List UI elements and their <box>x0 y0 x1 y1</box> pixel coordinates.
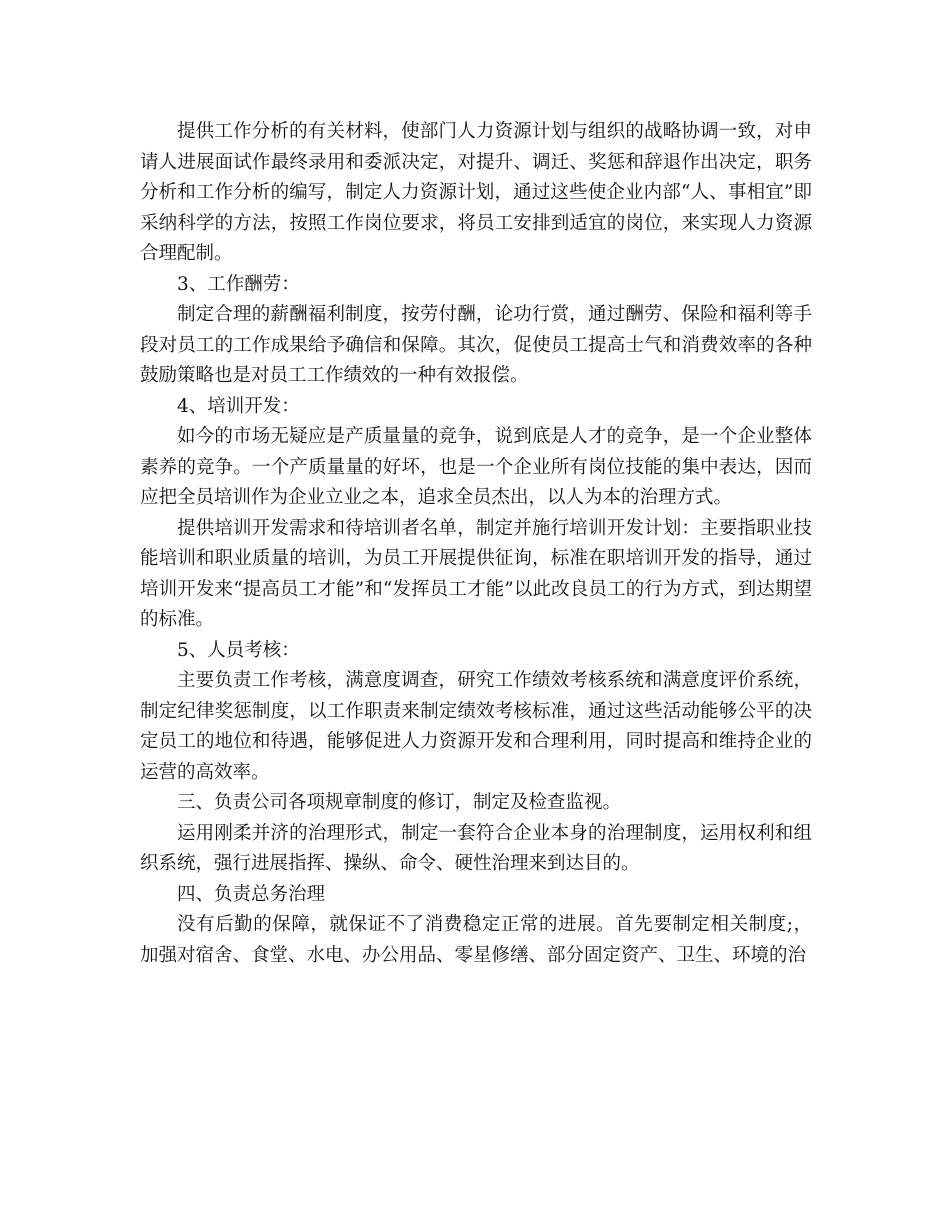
paragraph-text: 如今的市场无疑应是产质量量的竞争，说到底是人才的竞争，是一个企业整体素养的竞争。一个产质量量的好坏，也是一个企业所有岗位技能的集中表达，因而应把全员培训作为企业立业之本，追求全员杰出，以人为本的治理方式。 <box>140 426 812 508</box>
heading-text: 5、人员考核： <box>177 639 300 661</box>
paragraph-text: 提供工作分析的有关材料，使部门人力资源计划与组织的战略协调一致，对申请人进展面试作最终录用和委派决定，对提升、调迁、奖惩和辞退作出决定，职务分析和工作分析的编写，制定人力资源计划，通过这些使企业内部“人、事相宜”即采纳科学的方法，按照工作岗位要求，将员工安排到适宜的岗位，来实现人力资源合理配制。 <box>140 121 812 264</box>
heading-training-development <box>140 392 812 423</box>
paragraph-management-form <box>140 819 812 880</box>
heading-regulations <box>140 788 812 819</box>
paragraph-compensation <box>140 300 812 392</box>
heading-text: 三、负责公司各项规章制度的修订，制定及检查监视。 <box>177 792 622 813</box>
paragraph-text: 提供培训开发需求和待培训者名单，制定并施行培训开发计划：主要指职业技能培训和职业质量的培训，为员工开展提供征询，标准在职培训开发的指导，通过培训开发来“提高员工才能”和“发挥员工才能”以此改良员工的行为方式，到达期望的标准。 <box>140 517 812 630</box>
paragraph-training-plan <box>140 514 812 636</box>
heading-text: 3、工作酬劳： <box>177 273 300 295</box>
heading-general-affairs <box>140 880 812 911</box>
paragraph-job-analysis <box>140 117 812 270</box>
paragraph-logistics <box>140 910 812 971</box>
paragraph-text: 没有后勤的保障，就保证不了消费稳定正常的进展。首先要制定相关制度;，加强对宿舍、食堂、水电、办公用品、零星修缮、部分固定资产、卫生、环境的治 <box>140 914 812 966</box>
paragraph-market-competition <box>140 422 812 514</box>
paragraph-text: 主要负责工作考核，满意度调查，研究工作绩效考核系统和满意度评价系统，制定纪律奖惩制度，以工作职责来制定绩效考核标准，通过这些活动能够公平的决定员工的地位和待遇，能够促进人力资源开发和合理利用，同时提高和维持企业的运营的高效率。 <box>140 670 812 783</box>
paragraph-assessment <box>140 666 812 788</box>
paragraph-text: 制定合理的薪酬福利制度，按劳付酬，论功行赏，通过酬劳、保险和福利等手段对员工的工作成果给予确信和保障。其次，促使员工提高士气和消费效率的各种鼓励策略也是对员工工作绩效的一种有效报偿。 <box>140 304 812 386</box>
paragraph-text: 运用刚柔并济的治理形式，制定一套符合企业本身的治理制度，运用权利和组织系统，强行进展指挥、操纵、命令、硬性治理来到达目的。 <box>140 822 812 874</box>
heading-personnel-assessment <box>140 636 812 667</box>
document-page <box>140 117 812 971</box>
heading-work-compensation <box>140 270 812 301</box>
heading-text: 4、培训开发： <box>177 395 300 417</box>
heading-text: 四、负责总务治理 <box>177 883 326 905</box>
